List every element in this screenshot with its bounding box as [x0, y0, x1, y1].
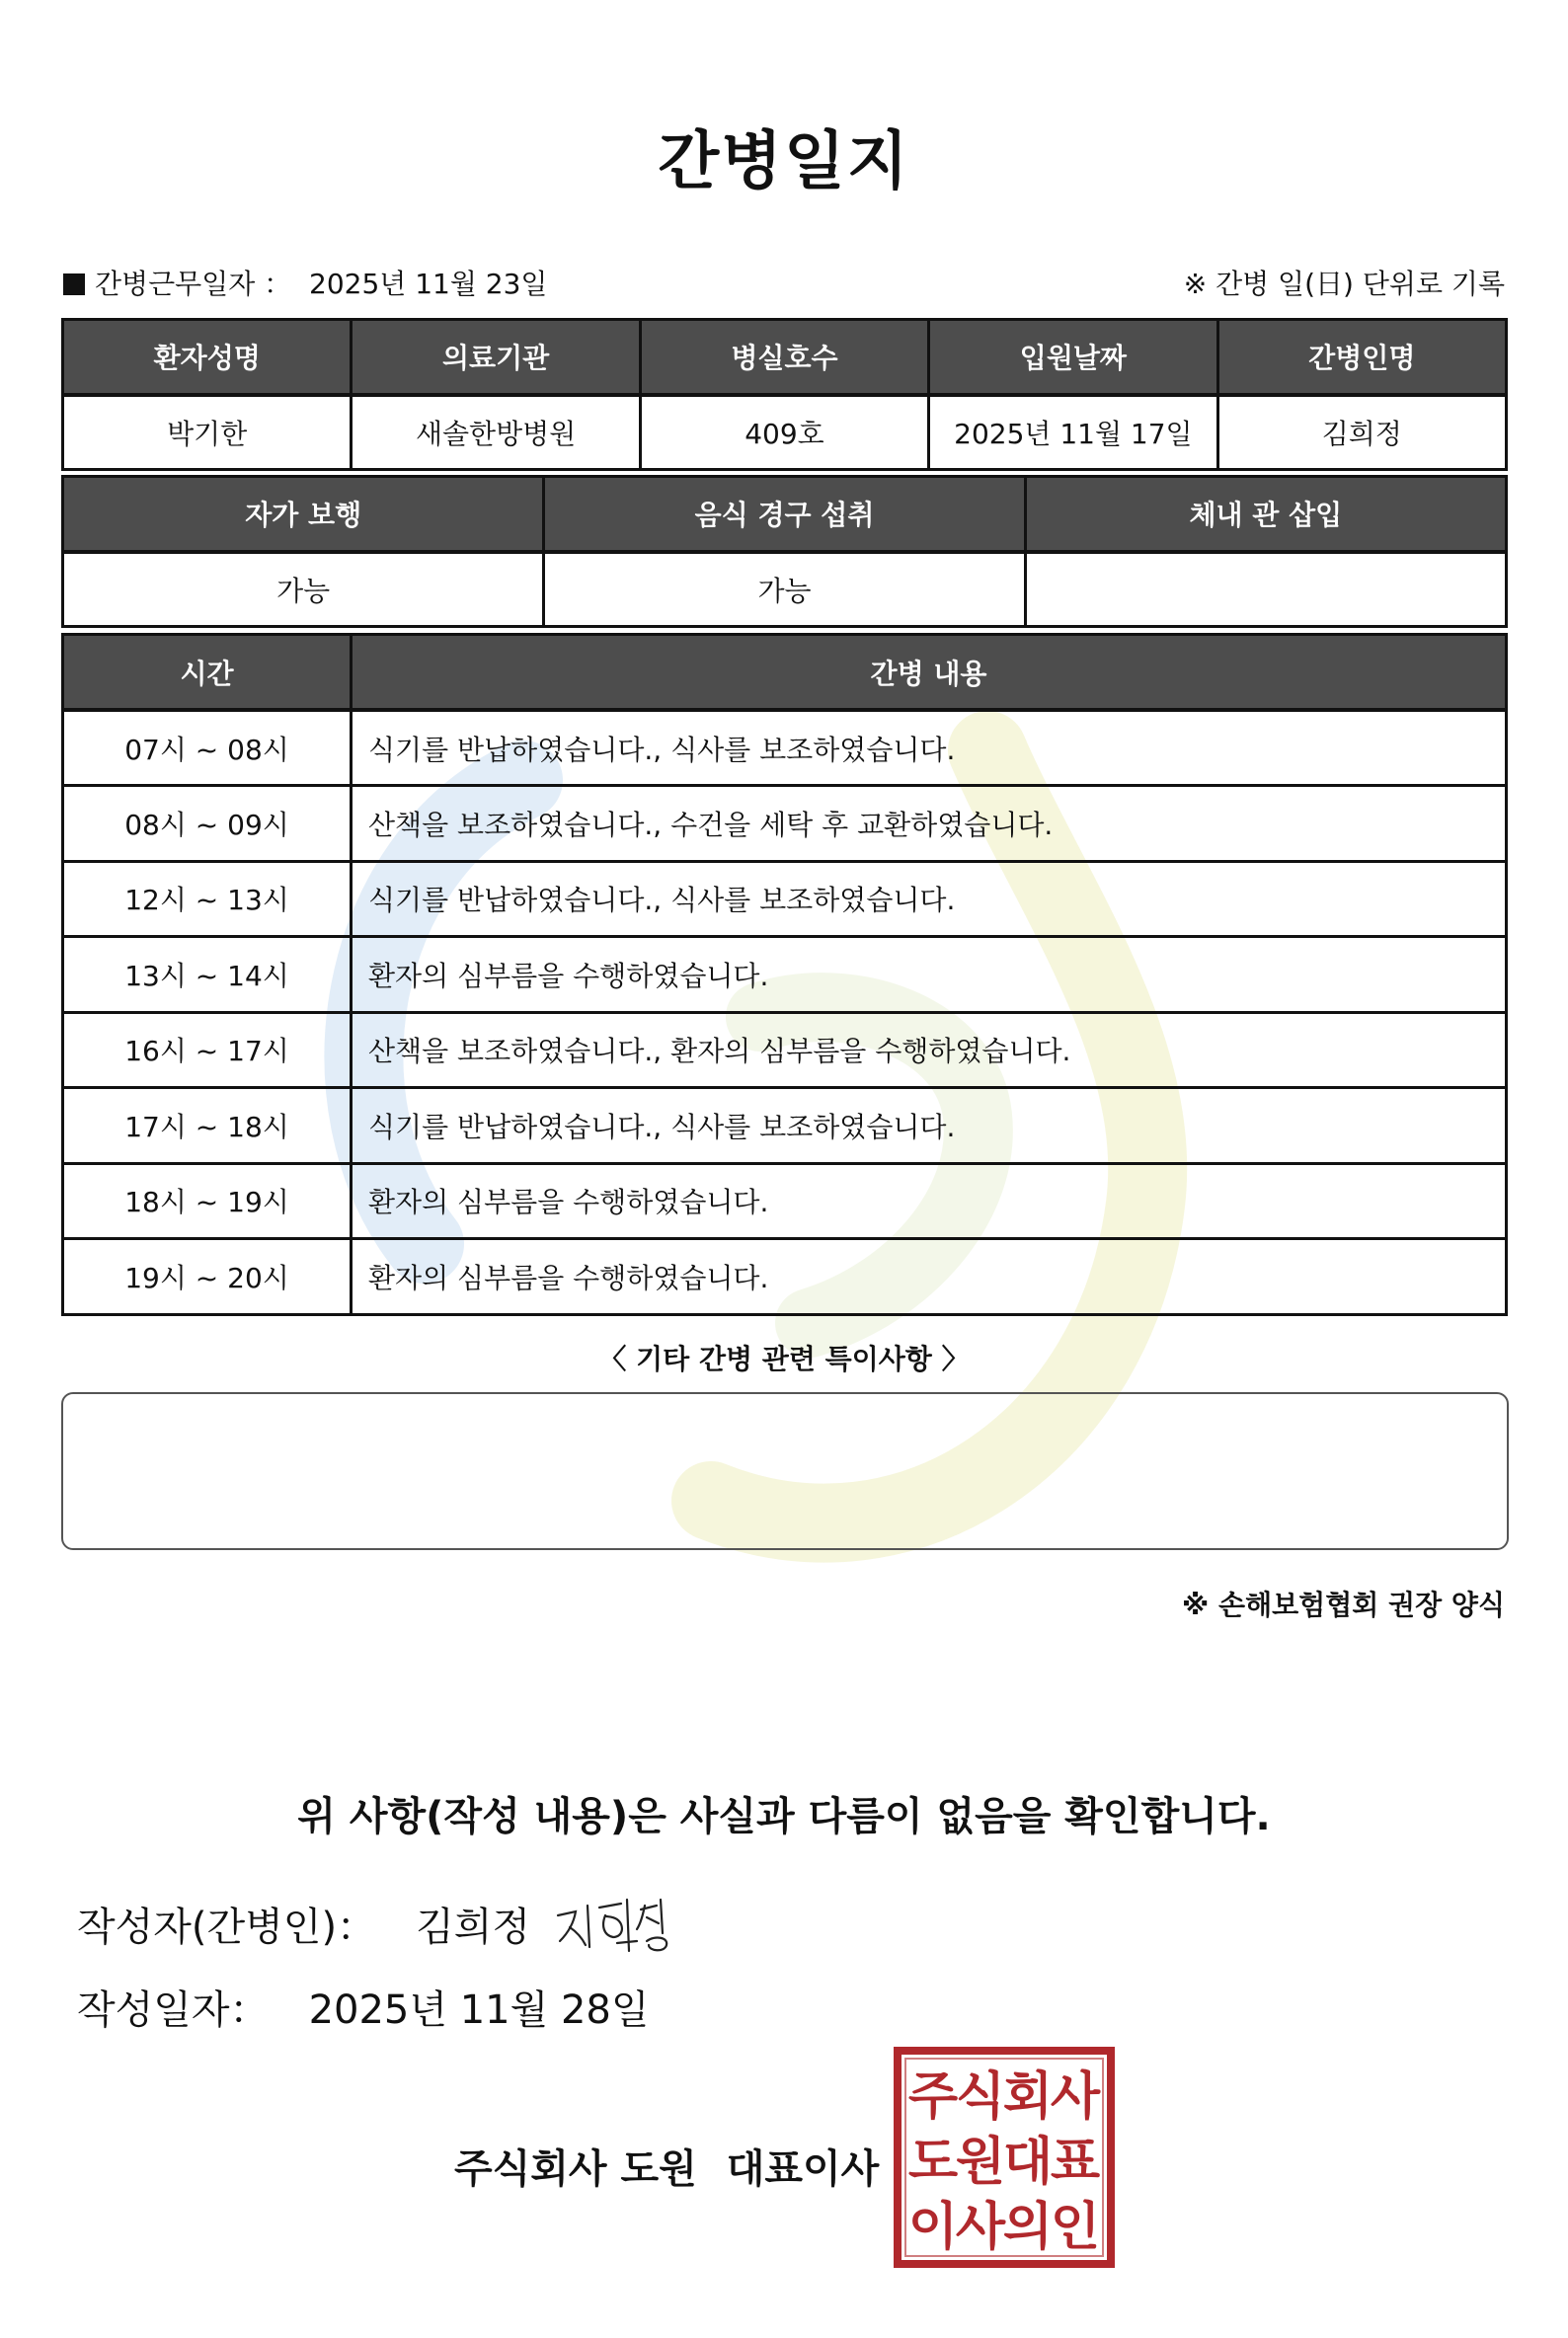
form-note: ※ 손해보험협회 권장 양식	[1182, 1589, 1505, 1621]
svg-text:표: 표	[1050, 2133, 1101, 2192]
log-time: 18시 ~ 19시	[63, 1163, 352, 1239]
header-caregiver: 간병인명	[1217, 320, 1506, 395]
svg-text:주: 주	[907, 2067, 959, 2127]
log-time: 08시 ~ 09시	[63, 786, 352, 862]
header-patient-name: 환자성명	[63, 320, 352, 395]
company-name: 주식회사 도원	[454, 2146, 697, 2192]
svg-text:식: 식	[955, 2067, 1006, 2127]
log-time: 07시 ~ 08시	[63, 710, 352, 786]
table-row	[63, 1012, 1507, 1088]
log-content: 식기를 반납하였습니다., 식사를 보조하였습니다.	[352, 861, 1507, 937]
log-content: 산책을 보조하였습니다., 수건을 세탁 후 교환하였습니다.	[352, 786, 1507, 862]
svg-text:이: 이	[907, 2198, 959, 2257]
hospital: 새솔한방병원	[352, 395, 640, 470]
svg-text:사: 사	[955, 2198, 1006, 2257]
patient-info-table	[61, 318, 1508, 471]
writer-label: 작성자(간병인)：	[77, 1905, 377, 1950]
table-row	[63, 1088, 1507, 1164]
log-time: 19시 ~ 20시	[63, 1239, 352, 1315]
confirmation-statement: 위 사항(작성 내용)은 사실과 다름이 없음을 확인합니다.	[297, 1794, 1271, 1839]
notes-heading: 〈 기타 간병 관련 특이사항 〉	[598, 1343, 970, 1375]
log-content: 환자의 심부름을 수행하였습니다.	[352, 937, 1507, 1013]
log-time: 17시 ~ 18시	[63, 1088, 352, 1164]
svg-text:회: 회	[1002, 2067, 1054, 2127]
unit-note: ※ 간병 일(日) 단위로 기록	[1183, 268, 1505, 300]
work-date	[63, 263, 547, 302]
svg-text:대: 대	[1002, 2133, 1054, 2192]
log-time: 13시 ~ 14시	[63, 937, 352, 1013]
header-admission-date: 입원날짜	[929, 320, 1217, 395]
header-room: 병실호수	[640, 320, 928, 395]
handwritten-signature	[548, 1886, 676, 1955]
caregiver-name: 김희정	[1217, 395, 1506, 470]
log-time: 12시 ~ 13시	[63, 861, 352, 937]
svg-text:인: 인	[1050, 2198, 1101, 2257]
work-date-label: 간병근무일자 ：	[95, 268, 292, 300]
company-role: 대표이사	[726, 2146, 880, 2192]
svg-text:원: 원	[955, 2133, 1006, 2192]
patient-name: 박기한	[63, 395, 352, 470]
patient-status-table	[61, 475, 1508, 628]
notes-box	[61, 1392, 1509, 1550]
care-log-table	[61, 633, 1508, 1316]
table-row	[63, 1163, 1507, 1239]
admission-date: 2025년 11월 17일	[929, 395, 1217, 470]
company-seal-stamp	[892, 2045, 1117, 2270]
header-time: 시간	[63, 635, 352, 711]
table-row	[63, 710, 1507, 786]
svg-text:의: 의	[1002, 2198, 1054, 2257]
walking-status: 가능	[63, 552, 544, 627]
written-date-label: 작성일자：	[77, 1987, 270, 2033]
header-oral-intake: 음식 경구 섭취	[544, 477, 1025, 552]
tube-status	[1025, 552, 1506, 627]
writer-name: 김희정	[416, 1905, 530, 1950]
table-row	[63, 937, 1507, 1013]
log-content: 환자의 심부름을 수행하였습니다.	[352, 1163, 1507, 1239]
table-row	[63, 1239, 1507, 1315]
oral-intake-status: 가능	[544, 552, 1025, 627]
table-row	[63, 861, 1507, 937]
log-content: 환자의 심부름을 수행하였습니다.	[352, 1239, 1507, 1315]
log-time: 16시 ~ 17시	[63, 1012, 352, 1088]
header-walking: 자가 보행	[63, 477, 544, 552]
document-title: 간병일지	[658, 125, 910, 198]
work-date-value: 2025년 11월 23일	[309, 268, 548, 300]
header-hospital: 의료기관	[352, 320, 640, 395]
writer-line	[77, 1896, 530, 1952]
log-content: 산책을 보조하였습니다., 환자의 심부름을 수행하였습니다.	[352, 1012, 1507, 1088]
table-row	[63, 786, 1507, 862]
room-number: 409호	[640, 395, 928, 470]
svg-text:도: 도	[907, 2133, 959, 2192]
log-content: 식기를 반납하였습니다., 식사를 보조하였습니다.	[352, 1088, 1507, 1164]
log-content: 식기를 반납하였습니다., 식사를 보조하였습니다.	[352, 710, 1507, 786]
written-date-line	[77, 1979, 650, 2035]
company-line	[454, 2138, 879, 2194]
svg-text:사: 사	[1050, 2067, 1101, 2127]
square-bullet-icon	[63, 273, 85, 295]
header-tube: 체내 관 삽입	[1025, 477, 1506, 552]
header-care-content: 간병 내용	[352, 635, 1507, 711]
written-date-value: 2025년 11월 28일	[308, 1987, 650, 2033]
